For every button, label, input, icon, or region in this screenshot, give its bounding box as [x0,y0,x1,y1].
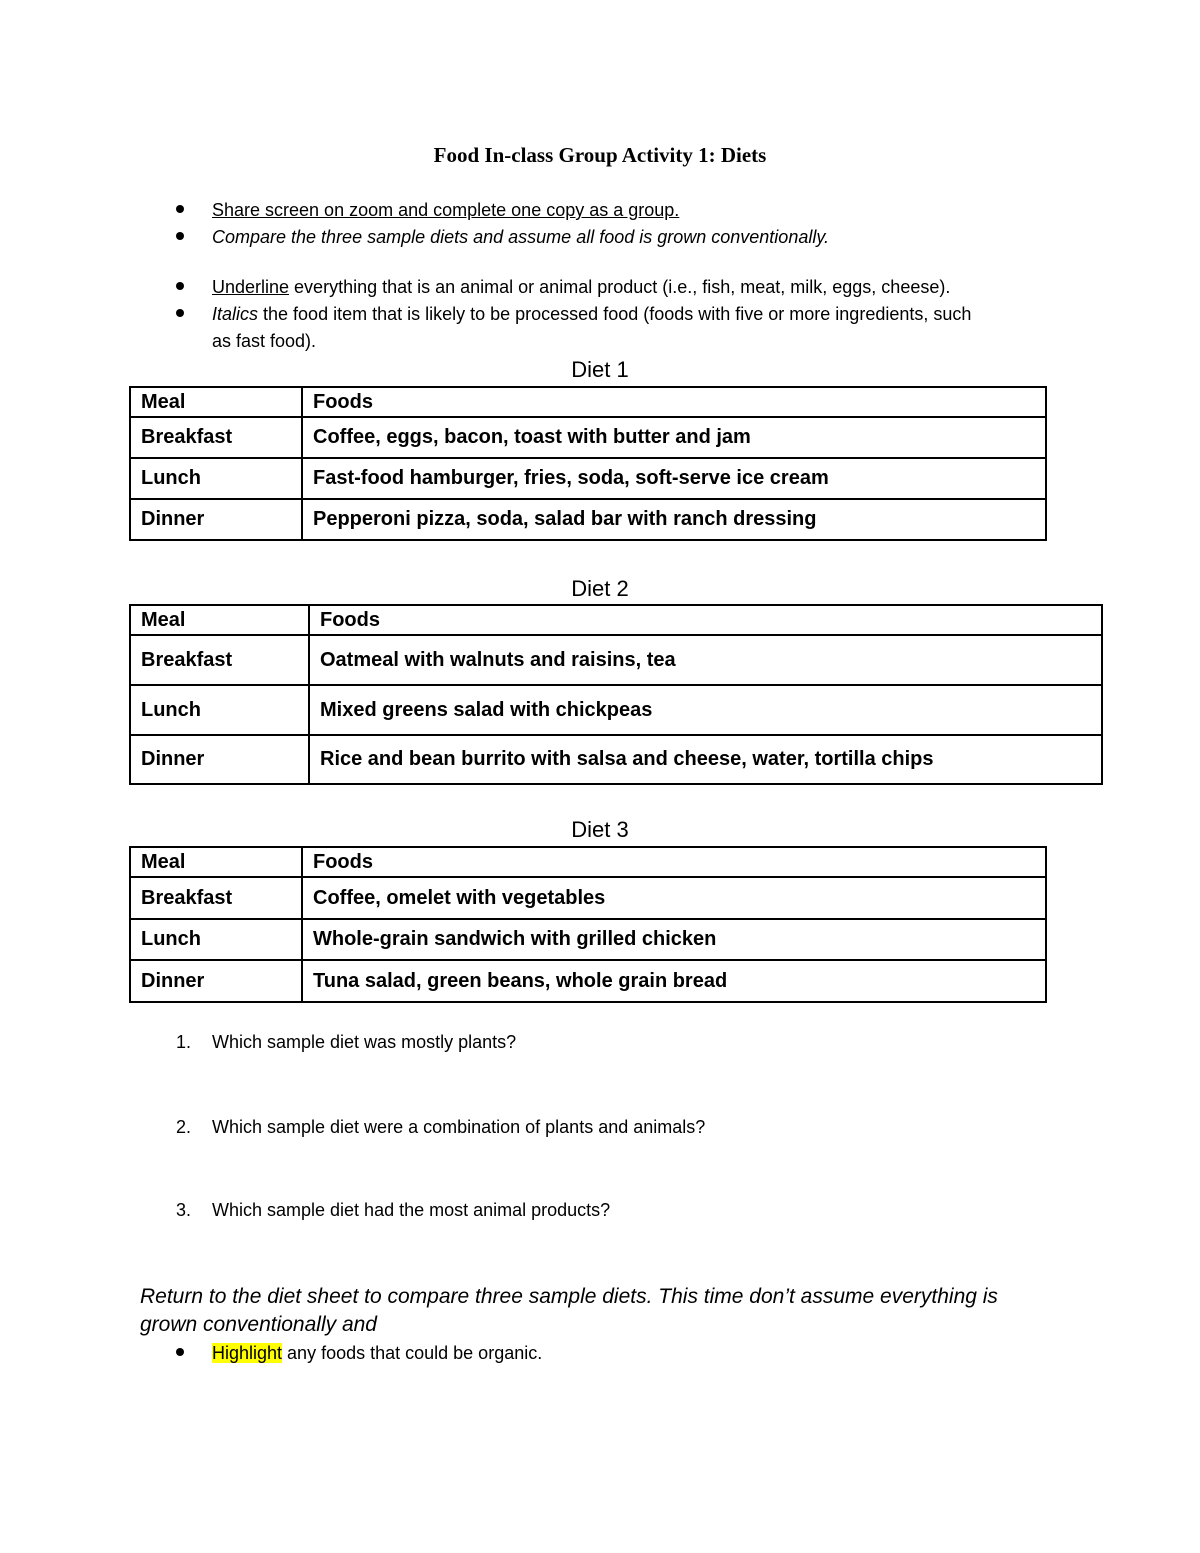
meal-cell: Lunch [130,919,302,960]
diet-1-heading: Diet 1 [571,357,629,382]
header-meal: Meal [130,847,302,877]
instruction-highlight [212,1340,542,1366]
table-row [130,685,1102,735]
question-number: 1. [176,1032,192,1052]
bullet-icon [176,205,184,213]
highlight-word: Highlight [212,1343,283,1363]
table-row [130,458,1046,499]
return-instruction-line1: Return to the diet sheet to compare three sample diets. This time don’t assume everything is [140,1285,998,1308]
diet-2-table [129,604,1103,785]
table-header-row [130,387,1046,417]
header-meal: Meal [130,605,309,635]
instruction-italics [212,301,971,327]
question-number: 2. [176,1117,192,1137]
diet-3-heading: Diet 3 [571,817,629,842]
table-header-row [130,847,1046,877]
meal-cell: Lunch [130,685,309,735]
header-meal: Meal [130,387,302,417]
diet-3-table [129,846,1047,1003]
meal-cell: Dinner [130,960,302,1002]
meal-cell: Breakfast [130,877,302,919]
meal-cell: Dinner [130,499,302,540]
question-text: Which sample diet were a combination of plants and animals? [212,1117,706,1137]
instruction-compare: Compare the three sample diets and assume all food is grown conventionally. [212,227,830,247]
bullet-icon [176,232,184,240]
foods-cell: Mixed greens salad with chickpeas [309,685,1102,735]
question-text: Which sample diet was mostly plants? [212,1032,517,1052]
table-row [130,735,1102,784]
foods-cell: Pepperoni pizza, soda, salad bar with ranch dressing [302,499,1046,540]
foods-cell: Oatmeal with walnuts and raisins, tea [309,635,1102,685]
header-foods: Foods [302,847,1046,877]
bullet-icon [176,282,184,290]
foods-cell: Whole-grain sandwich with grilled chicken [302,919,1046,960]
meal-cell: Breakfast [130,635,309,685]
table-row [130,877,1046,919]
underline-rest: everything that is an animal or animal product (i.e., fish, meat, milk, eggs, cheese). [289,277,951,297]
foods-cell: Coffee, eggs, bacon, toast with butter and jam [302,417,1046,458]
foods-cell: Tuna salad, green beans, whole grain bread [302,960,1046,1002]
table-row [130,417,1046,458]
page-title: Food In-class Group Activity 1: Diets [433,143,767,167]
table-row [130,499,1046,540]
instruction-share: Share screen on zoom and complete one copy as a group. [212,200,680,220]
foods-cell: Coffee, omelet with vegetables [302,877,1046,919]
italics-rest-line1: the food item that is likely to be processed food (foods with five or more ingredients, such [258,304,972,324]
table-row [130,919,1046,960]
diet-1-table [129,386,1047,541]
italics-word: Italics [212,304,259,324]
question-number: 3. [176,1200,192,1220]
instruction-italics-line2: as fast food). [212,331,317,351]
diet-2-heading: Diet 2 [571,576,629,601]
header-foods: Foods [309,605,1102,635]
table-header-row [130,605,1102,635]
table-row [130,960,1046,1002]
bullet-icon [176,1348,184,1356]
question-text: Which sample diet had the most animal products? [212,1200,611,1220]
table-row [130,635,1102,685]
meal-cell: Breakfast [130,417,302,458]
foods-cell: Fast-food hamburger, fries, soda, soft-serve ice cream [302,458,1046,499]
instruction-underline [212,274,950,300]
meal-cell: Lunch [130,458,302,499]
return-instruction-line2: grown conventionally and [140,1313,377,1336]
underline-word: Underline [212,277,290,297]
header-foods: Foods [302,387,1046,417]
bullet-icon [176,309,184,317]
foods-cell: Rice and bean burrito with salsa and cheese, water, tortilla chips [309,735,1102,784]
highlight-rest: any foods that could be organic. [282,1343,543,1363]
meal-cell: Dinner [130,735,309,784]
